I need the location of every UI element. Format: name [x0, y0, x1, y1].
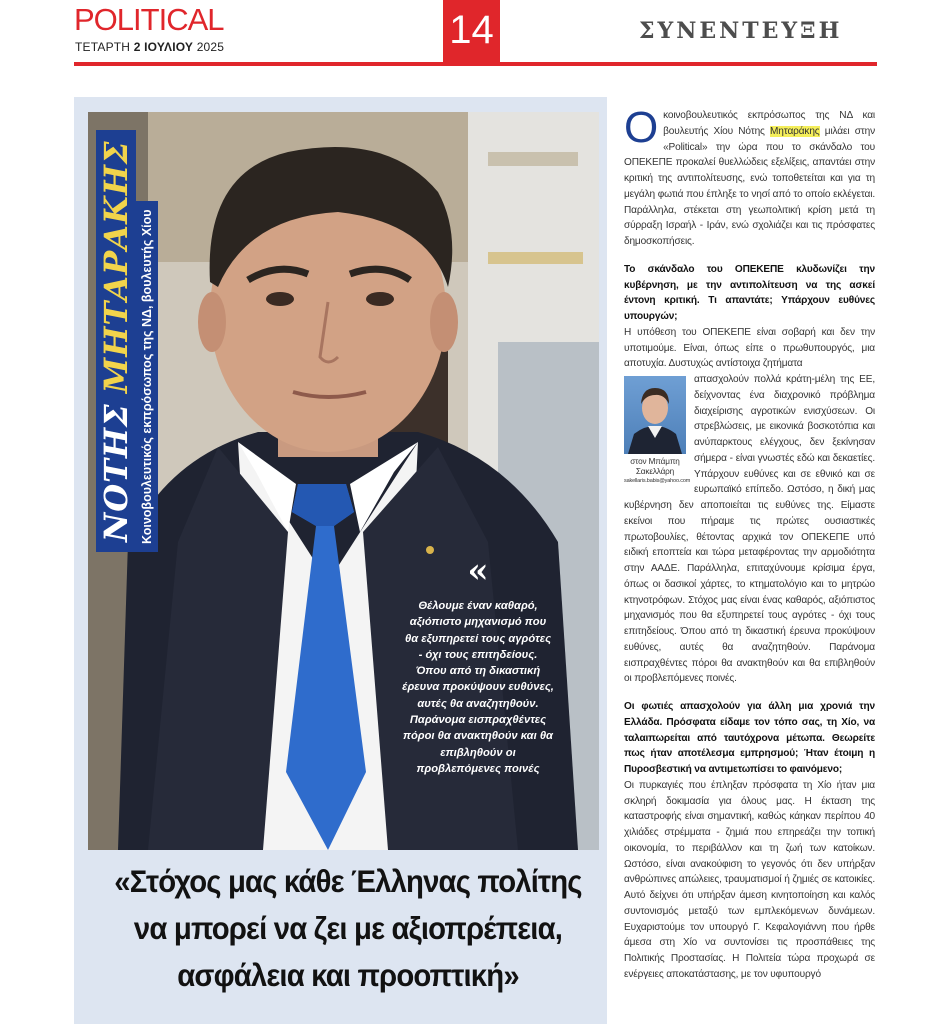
author-email: sakellaris.babis@yahoo.com — [624, 478, 691, 484]
highlighted-name: Μηταράκης — [770, 125, 820, 137]
article-body — [624, 103, 875, 983]
first-name: ΝΟΤΗΣ — [97, 403, 135, 542]
lead-text-end: μιλάει στην «Political» την ώρα που το σκάνδαλο του ΟΠΕΚΕΠΕ προκαλεί θυελλώδεις εξελίξεις, απαντάει στην κριτική της αντιπολίτευσης, ενώ τοποθετείται και για τη μεγάλη φωτιά που έπληξε το νησί από το οποίο εκλέγεται. Παράλληλα, στέκεται στη γεωπολιτική κρίση μετά τη σύρραξη Ισραήλ - Ιράν, ενώ σχολιάζει και τις πρόσφατες δημοσκοπήσεις. — [624, 125, 875, 247]
subject-role: Κοινοβουλευτικός εκπρόσωπος της ΝΔ, βουλευτής Χίου — [136, 201, 158, 552]
lead-text-start: κοινοβουλευτικός εκπρόσωπος της ΝΔ και βουλευτής Χίου Νότης — [663, 110, 875, 137]
page-number: 14 — [443, 0, 500, 64]
answer-1-start: Η υπόθεση του ΟΠΕΚΕΠΕ είναι σοβαρή και δεν την υποτιμούμε. Είναι, όπως είπε ο πρωθυπουργός, μια αποτυχία. Δυστυχώς αντίστοιχα ζητήματα — [624, 326, 875, 370]
quote-mark-icon: « — [467, 551, 489, 591]
publication-logo: POLITICAL — [74, 2, 224, 37]
last-name: ΜΗΤΑΡΑΚΗΣ — [97, 140, 135, 394]
answer-1-text: απασχολούν πολλά κράτη-μέλη της ΕΕ, δείχνοντας ένα διαχρονικό πρόβλημα διαχείρισης αγροτικών ενισχύσεων. Οι στρεβλώσεις, με εικονικά βοσκοτόπια και ανύπαρκτους ελέγχους, δεν ξεκίνησαν σήμερα - είναι γνωστές εδώ και δεκαετίες. Υπάρχουν ευθύνες και σε εθνικό και σε ευρωπαϊκό επίπεδο. Ωστόσο, η δική μας κυβέρνηση δεν αποποιείται τις ευθύνες της. Είμαστε εκείνοι που πήραμε τις πρώτες ουσιαστικές πρωτοβουλίες, θέτοντας αρχικά τον ΟΠΕΚΕΠΕ υπό ειδική εποπτεία και τώρα μεταφέροντας την αρμοδιότητα στην ΑΑΔΕ. Παράλληλα, επιταχύνουμε κρίσιμα έργα, όπως οι δασικοί χάρτες, το κτηματολόγιο και το μητρώο κτηνοτρόφων. Στόχος μας είναι ένας καθαρός, αξιόπιστος μηχανισμός που θα εξυπηρετεί τους αγρότες - όχι τους επιτηδείους. Όπου από τη δικαστική έρευνα προκύψουν ευθύνες, αυτές θα αναζητηθούν. Παράνομα εισπραχθέντες πόροι θα ανακτηθούν και θα επιβληθούν οι προβλεπόμενες ποινές. — [624, 374, 875, 685]
pull-quote — [402, 551, 554, 777]
author-avatar-icon — [624, 376, 686, 454]
section-title: ΣΥΝΕΝΤΕΥΞΗ — [639, 18, 843, 44]
issue-date — [75, 40, 224, 54]
name-banner — [96, 120, 160, 552]
header-rule — [74, 62, 877, 66]
article-headline: «Στόχος μας κάθε Έλληνας πολίτης να μπορεί να ζει με αξιοπρέπεια, ασφάλεια και προοπτική» — [114, 863, 582, 993]
article-lead — [624, 103, 875, 250]
pull-quote-text: Θέλουμε έναν καθαρό, αξιόπιστο μηχανισμό που θα εξυπηρετεί τους αγρότες - όχι τους επιτηδείους. Όπου από τη δικαστική έρευνα προκύψουν ευθύνες, αυτές θα αναζητηθούν. Παράνομα εισπραχθέντες πόροι θα ανακτηθούν και θα επιβληθούν οι προβλεπόμενες ποινές — [402, 600, 554, 775]
question-2: Οι φωτιές απασχολούν για άλλη μια χρονιά την Ελλάδα. Πρόσφατα είδαμε τον τόπο σας, τη Χίο, να ταλαιπωρείται από ταυτόχρονα μέτωπα. Θεωρείτε πως ήταν αποτέλεσμα εμπρησμού; Ήταν έτοιμη η Πυροσβεστική να αντιμετωπίσει το φαινόμενο; — [624, 701, 875, 775]
answer-1 — [624, 372, 875, 687]
date-weekday: ΤΕΤΑΡΤΗ — [75, 40, 131, 54]
answer-2: Οι πυρκαγιές που έπληξαν πρόσφατα τη Χίο ήταν μια σκληρή δοκιμασία για όλους μας. Η έκταση της καταστροφής είναι σημαντική, καθώς κάηκαν περίπου 40 χιλιάδες στρέμματα - ζημιά που επηρεάζει την τοπική οικονομία, το περιβάλλον και τη ζωή των κατοίκων. Ωστόσο, είναι ανακούφιση το γεγονός ότι δεν υπήρξαν ανθρώπινες απώλειες, τραυματισμοί ή ζημιές σε κατοικίες. Αυτό δείχνει ότι υπήρξαν άμεση κινητοποίηση και καλός συντονισμός μεταξύ των εμπλεκόμενων δυνάμεων. Ευχαριστούμε τον υπουργό Γ. Κεφαλογιάννη που ήρθε άμεσα στη Χίο να συντονίσει τις προσπάθειες της Πολιτικής Προστασίας. Η Πολιτεία τώρα προχωρά σε ενέργειες αποκατάστασης, με τον υφυπουργό — [624, 779, 875, 980]
date-day-month: 2 ΙΟΥΛΙΟΥ — [133, 40, 194, 54]
author-photo — [624, 376, 686, 454]
name-bar — [96, 130, 136, 552]
question-1: Το σκάνδαλο του ΟΠΕΚΕΠΕ κλυδωνίζει την κυβέρνηση, με την αντιπολίτευση να της ασκεί έντονη κριτική. Τι απαντάτε; Υπάρχουν ευθύνες υπουργών; — [624, 263, 875, 322]
date-year: 2025 — [196, 40, 225, 54]
author-name: στον Μπάμπη Σακελλάρη — [630, 457, 680, 476]
author-box — [624, 376, 691, 485]
drop-cap: Ο — [624, 103, 659, 152]
